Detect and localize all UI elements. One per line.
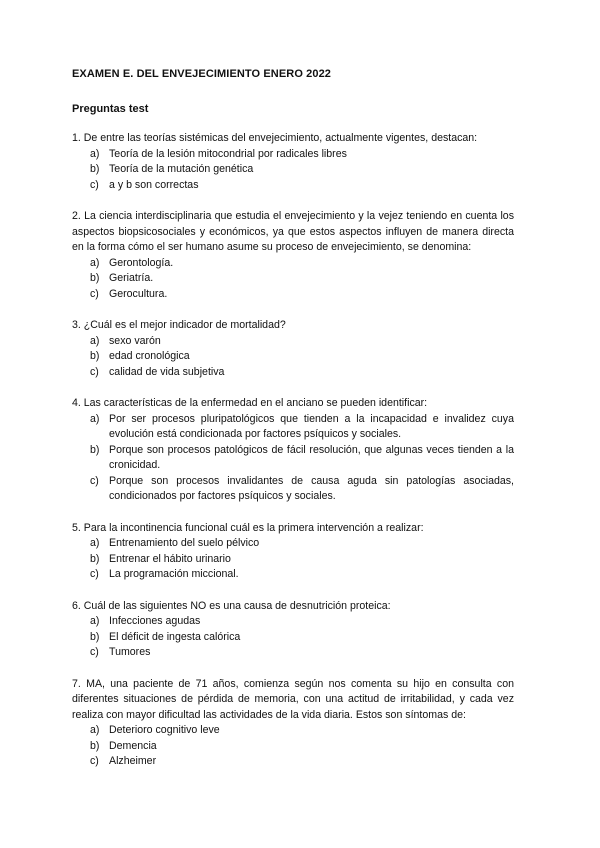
option-letter: b) <box>90 350 100 362</box>
option-text: Gerocultura. <box>109 287 168 300</box>
option-a <box>72 723 514 739</box>
question-text: 5. Para la incontinencia funcional cuál es la primera intervención a realizar: <box>72 521 424 534</box>
option-text: Demencia <box>109 739 157 752</box>
option-letter: a) <box>90 724 100 736</box>
option-letter: a) <box>90 256 100 269</box>
section-title: Preguntas test <box>72 103 149 115</box>
option-letter: b) <box>90 272 100 284</box>
option-text: El déficit de ingesta calórica <box>109 630 241 643</box>
option-letter: c) <box>90 568 99 580</box>
option-c <box>72 365 514 381</box>
option-b <box>72 271 514 287</box>
option-letter: c) <box>90 365 99 378</box>
option-list <box>72 412 514 505</box>
option-b <box>72 443 514 474</box>
option-letter: a) <box>90 615 100 627</box>
option-a <box>72 256 514 272</box>
option-text: Porque son procesos invalidantes de causa aguda sin patologías asociadas, condicionados por factores psíquicos y sociales. <box>109 474 514 502</box>
option-letter: a) <box>90 537 100 549</box>
option-letter: c) <box>90 287 99 300</box>
option-b <box>72 552 514 568</box>
option-c <box>72 287 514 303</box>
option-letter: c) <box>90 755 99 767</box>
option-text: a y b son correctas <box>109 178 199 191</box>
option-letter: a) <box>90 334 100 347</box>
exam-title: EXAMEN E. DEL ENVEJECIMIENTO ENERO 2022 <box>72 68 332 80</box>
option-c <box>72 178 514 194</box>
question-text: 1. De entre las teorías sistémicas del envejecimiento, actualmente vigentes, destacan: <box>72 132 478 144</box>
option-list <box>72 256 514 303</box>
option-text: Geriatría. <box>109 272 154 284</box>
option-list <box>72 723 514 770</box>
question-4 <box>72 396 514 505</box>
option-b <box>72 349 514 365</box>
option-letter: a) <box>90 412 100 425</box>
option-a <box>72 536 514 552</box>
option-letter: b) <box>90 443 100 456</box>
question-text: 2. La ciencia interdisciplinaria que estudia el envejecimiento y la vejez teniendo en cuenta los aspectos biopsicosociales y económicos, ya que estos aspectos influyen de manera directa en la forma cómo el ser humano asume su proceso de envejecimiento, se denomina: <box>72 210 514 253</box>
option-a <box>72 614 514 630</box>
option-text: Porque son procesos patológicos de fácil resolución, que algunas veces tienden a la cronicidad. <box>109 443 514 471</box>
option-text: Teoría de la mutación genética <box>109 163 254 175</box>
option-letter: b) <box>90 163 100 175</box>
question-2 <box>72 209 514 302</box>
option-letter: b) <box>90 739 100 752</box>
option-letter: c) <box>90 178 99 191</box>
option-list <box>72 614 514 661</box>
option-b <box>72 630 514 646</box>
option-letter: c) <box>90 474 99 487</box>
option-text: Entrenamiento del suelo pélvico <box>109 537 260 549</box>
option-list <box>72 536 514 583</box>
option-text: edad cronológica <box>109 350 190 362</box>
option-text: Por ser procesos pluripatológicos que tienden a la incapacidad e invalidez cuya evolución está condicionada por factores psíquicos y sociales. <box>109 412 514 440</box>
option-text: Tumores <box>109 646 151 658</box>
option-letter: a) <box>90 147 100 160</box>
option-list <box>72 334 514 381</box>
option-text: Entrenar el hábito urinario <box>109 552 231 565</box>
option-text: Deterioro cognitivo leve <box>109 724 220 736</box>
option-c <box>72 567 514 583</box>
question-3 <box>72 318 514 380</box>
option-letter: b) <box>90 630 100 643</box>
question-1 <box>72 131 514 193</box>
question-text: 6. Cuál de las siguientes NO es una causa de desnutrición proteica: <box>72 599 391 612</box>
option-text: sexo varón <box>109 334 161 347</box>
option-b <box>72 162 514 178</box>
option-a <box>72 412 514 443</box>
option-text: Gerontología. <box>109 256 174 269</box>
option-c <box>72 754 514 770</box>
option-c <box>72 474 514 505</box>
question-5 <box>72 521 514 583</box>
option-letter: b) <box>90 552 100 565</box>
question-text: 7. MA, una paciente de 71 años, comienza según nos comenta su hijo en consulta con diferentes situaciones de pérdida de memoria, con una actitud de irritabilidad, y cada vez realiza con mayor dificultad las actividades de la vida diaria. Estos son síntomas de: <box>72 677 514 721</box>
option-letter: c) <box>90 646 99 658</box>
option-text: Infecciones agudas <box>109 615 201 627</box>
exam-page <box>72 68 514 786</box>
option-text: La programación miccional. <box>109 568 239 580</box>
option-text: Alzheimer <box>109 755 157 767</box>
option-a <box>72 334 514 350</box>
option-text: calidad de vida subjetiva <box>109 365 225 378</box>
option-a <box>72 147 514 163</box>
question-text: 3. ¿Cuál es el mejor indicador de mortalidad? <box>72 319 286 331</box>
question-text: 4. Las características de la enfermedad en el anciano se pueden identificar: <box>72 397 428 409</box>
question-6 <box>72 599 514 661</box>
question-7 <box>72 677 514 770</box>
option-text: Teoría de la lesión mitocondrial por radicales libres <box>109 147 347 160</box>
option-list <box>72 147 514 194</box>
option-b <box>72 739 514 755</box>
option-c <box>72 645 514 661</box>
